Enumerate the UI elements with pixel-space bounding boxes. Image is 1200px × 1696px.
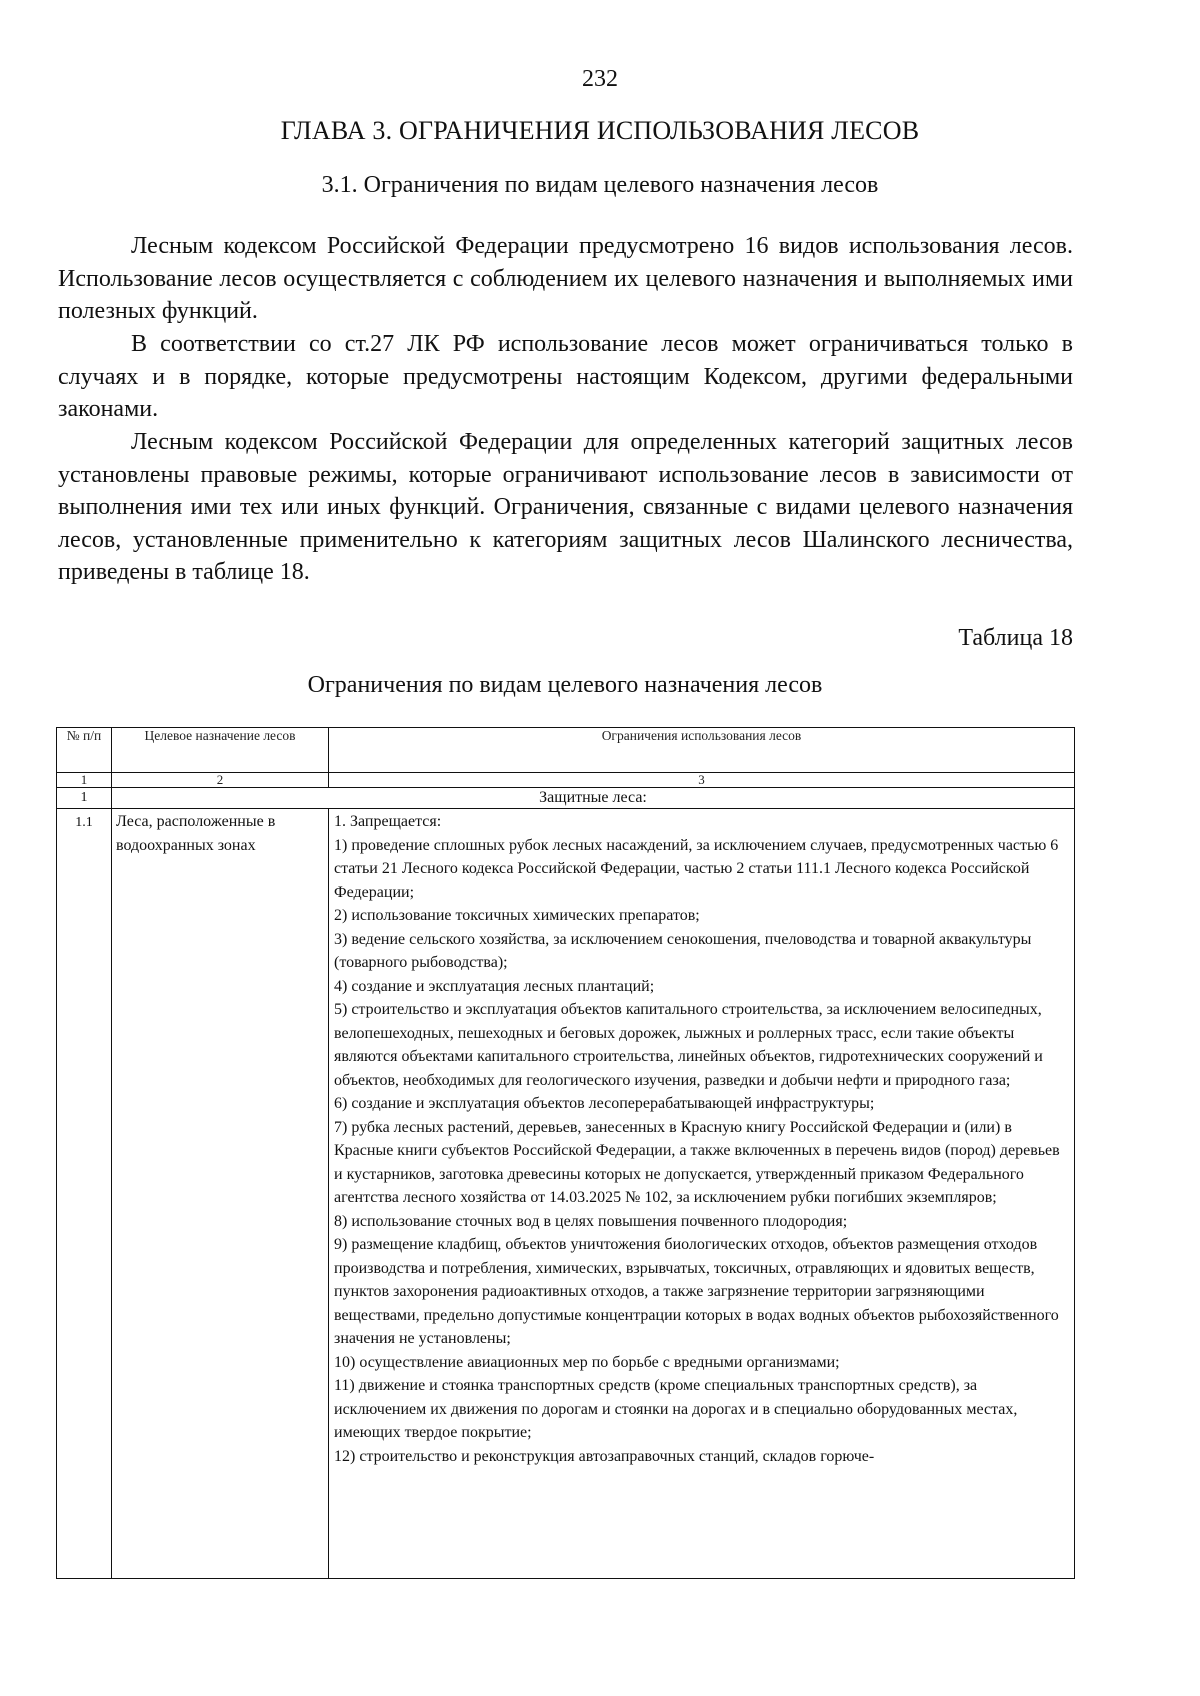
header-purpose: Целевое назначение лесов xyxy=(112,728,329,773)
chapter-title: ГЛАВА 3. ОГРАНИЧЕНИЯ ИСПОЛЬЗОВАНИЯ ЛЕСОВ xyxy=(280,116,920,145)
section-row xyxy=(57,788,1075,809)
row-restrictions xyxy=(329,809,1075,1579)
table-label: Таблица 18 xyxy=(958,625,1073,651)
restrictions-table xyxy=(56,727,1075,1579)
header-num: № п/п xyxy=(57,728,112,773)
table-header-row xyxy=(57,728,1075,773)
restriction-item: 1) проведение сплошных рубок лесных насаждений, за исключением случаев, предусмотренных частью 6 статьи 21 Лесного кодекса Российской Федерации, частью 2 статьи 111.1 Лесного кодекса Российской Федерации; xyxy=(334,836,1059,901)
row-purpose: Леса, расположенные в водоохранных зонах xyxy=(112,809,329,1579)
restriction-item: 8) использование сточных вод в целях повышения почвенного плодородия; xyxy=(334,1212,848,1230)
restriction-item: 4) создание и эксплуатация лесных плантаций; xyxy=(334,977,655,995)
restriction-item: 9) размещение кладбищ, объектов уничтожения биологических отходов, объектов размещения отходов производства и потребления, химических, взрывчатых, токсичных, отравляющих и ядовитых веществ, пунктов захоронения радиоактивных отходов, а также загрязнение территории загрязняющими веществами, предельно допустимые концентрации которых в водах водных объектов рыбохозяйственного значения не установлены; xyxy=(334,1236,1059,1347)
paragraph-1 xyxy=(58,230,1073,328)
restriction-item: 6) создание и эксплуатация объектов лесоперерабатывающей инфраструктуры; xyxy=(334,1095,875,1112)
section-title: 3.1. Ограничения по видам целевого назначения лесов xyxy=(321,172,879,198)
table-title: Ограничения по видам целевого назначения лесов xyxy=(307,672,823,698)
paragraph-3 xyxy=(58,426,1073,589)
restriction-item: 12) строительство и реконструкция автозаправочных станций, складов горюче- xyxy=(334,1447,875,1465)
row-num: 1.1 xyxy=(57,809,112,1579)
restriction-item: 2) использование токсичных химических препаратов; xyxy=(334,907,700,924)
section-num: 1 xyxy=(57,788,112,809)
restriction-item: 11) движение и стоянка транспортных средств (кроме специальных транспортных средств), за исключением их движения по дорогам и стоянки на дорогах и в специально оборудованных местах, имеющих твердое покрытие; xyxy=(334,1377,1018,1441)
paragraph-2 xyxy=(58,328,1073,426)
paragraph-text: В соответствии со ст.27 ЛК РФ использование лесов может ограничиваться только в случаях и в порядке, которые предусмотрены настоящим Кодексом, другими федеральными законами. xyxy=(58,331,1073,422)
table-row xyxy=(57,809,1075,1579)
page-number: 232 xyxy=(582,66,618,92)
column-number-row xyxy=(57,773,1075,788)
column-number: 2 xyxy=(112,773,329,788)
header-restrictions: Ограничения использования лесов xyxy=(329,728,1075,773)
restriction-item: 7) рубка лесных растений, деревьев, занесенных в Красную книгу Российской Федерации и (или) в Красные книги субъектов Российской Федерации, а также включенных в перечень видов (пород) деревьев и кустарников, заготовка древесины которых не допускается, утвержденный приказом Федерального агентства лесного хозяйства от 14.03.2025 № 102, за исключением рубки погибших экземпляров; xyxy=(334,1118,1060,1206)
restriction-item: 5) строительство и эксплуатация объектов капитального строительства, за исключением велосипедных, велопешеходных, пешеходных и беговых дорожек, лыжных и роллерных трасс, если такие объекты являются объектами капитального строительства, линейных объектов, гидротехнических сооружений и объектов, необходимых для геологического изучения, разведки и добычи нефти и природного газа; xyxy=(334,1001,1043,1089)
column-number: 1 xyxy=(57,773,112,788)
column-number: 3 xyxy=(329,773,1075,788)
restriction-item: 3) ведение сельского хозяйства, за исключением сенокошения, пчеловодства и товарной аквакультуры (товарного рыбоводства); xyxy=(334,930,1032,971)
section-title-cell: Защитные леса: xyxy=(112,788,1075,809)
restriction-item: 1. Запрещается: xyxy=(334,813,442,830)
paragraph-text: Лесным кодексом Российской Федерации для определенных категорий защитных лесов установлены правовые режимы, которые ограничивают использование лесов в зависимости от выполнения ими тех или иных функций. Ограничения, связанные с видами целевого назначения лесов, установленные применительно к категориям защитных лесов Шалинского лесничества, приведены в таблице 18. xyxy=(58,429,1073,585)
paragraph-text: Лесным кодексом Российской Федерации предусмотрено 16 видов использования лесов. Использование лесов осуществляется с соблюдением их целевого назначения и выполняемых ими полезных функций. xyxy=(58,233,1073,324)
restriction-item: 10) осуществление авиационных мер по борьбе с вредными организмами; xyxy=(334,1353,840,1371)
